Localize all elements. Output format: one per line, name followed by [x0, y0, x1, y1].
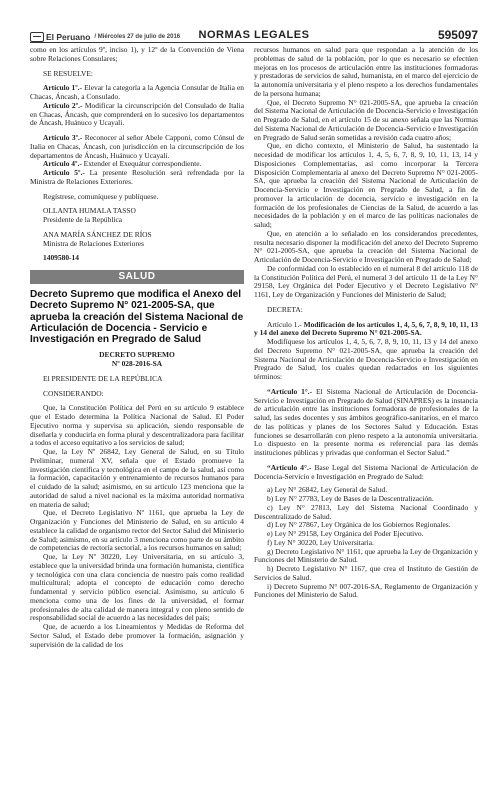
reference-number: 1409580-14	[43, 253, 79, 263]
section-banner: SALUD	[30, 270, 244, 284]
se-resuelve: SE RESUELVE:	[43, 68, 93, 78]
article-4: Artículo 4º.- Extender el Exequátur correspondiente.	[43, 159, 202, 169]
signatory-1-name: OLLANTA HUMALA TASSO	[43, 206, 136, 216]
quoted-article-1: “Artículo 1°.- El Sistema Nacional de Articulación de Docencia-Servicio e Investigación en Pregrado de Salud (SINAPRES) es la instancia de articulación entre las instituciones formadoras de profesionales de la salud, las sedes docentes y sus ámbitos geográfico-sanitarios, en el marco de las políticas y planes de los Sectores Salud y Educación. Estas funciones se desarrollarán con pleno respeto a la autonomía universitaria. Lo dispuesto en la presente norma es referencial para las demás instituciones públicas y privadas que conforman el Sector Salud.”	[254, 386, 478, 457]
right-column	[254, 46, 478, 600]
considerando: CONSIDERANDO:	[43, 388, 104, 398]
article-1-text: Modifíquese los artículos 1, 4, 5, 6, 7, 8, 9, 10, 11, 13 y 14 del anexo del Decreto Supremo N° 021-2005-SA, que aprueba la creación del Sistema Nacional de Articulación de Docencia-Servicio e Investigación en Pregrado de Salud, los cuales quedan redactados en los siguientes términos:	[254, 337, 478, 381]
article-1: Artículo 1º.- Elevar la categoría a la Agencia Consular de Italia en Chacas, Áncash, a Consulado.	[30, 83, 244, 101]
article-1-heading: Artículo 1.- Modificación de los artículos 1, 4, 5, 6, 7, 8, 9, 10, 11, 13 y 14 del anexo del Decreto Supremo N° 021-2005-SA.	[254, 319, 478, 338]
article-2: Artículo 2º.- Modificar la circunscripción del Consulado de Italia en Chacas, Áncash, que comprenderá en lo sucesivo los departamentos de Áncash, Huánuco y Ucayali.	[30, 100, 244, 128]
list-item: f) Ley N° 30220, Ley Universitaria.	[267, 537, 374, 547]
decreta: DECRETA:	[267, 304, 303, 314]
considerando-3: Que, el Decreto Legislativo Nº 1161, que aprueba la Ley de Organización y Funciones del Ministerio de Salud, en su artículo 4 establece la calidad de organismo rector del Sector Salud del Ministerio de Salud; asimismo, en su artículo 3 menciona como parte de su ámbito de competencias de rectoría sectorial, a los recursos humanos en salud;	[30, 508, 244, 553]
article-3: Artículo 3º.- Reconocer al señor Abele Capponi, como Cónsul de Italia en Chacas, Áncash, con jurisdicción en la circunscripción de los departamentos de Áncash, Huánuco y Ucayali.	[30, 133, 245, 160]
paragraph: como en los artículos 9º, inciso 1), y 12º de la Convención de Viena sobre Relaciones Consulares;	[30, 45, 244, 63]
paragraph: Que, en dicho contexto, el Ministerio de Salud, ha sustentado la necesidad de modificar los artículos 1, 4, 5, 6, 7, 8, 9, 10, 11, 13, 14 y Disposiciones Complementarias, así como incorporar la Tercera Disposición Complementaria al anexo del Decreto Supremo N° 021-2005-SA, que aprueba la creación del Sistema Nacional de Articulación de Docencia-Servicio e Investigación en Pregrado de Salud, a fin de promover la articulación de docencia, servicio e investigación en la formación de los profesionales de Ciencias de la Salud, de acuerdo a las necesidades de la población y en el marco de las políticas nacionales de salud;	[254, 141, 478, 229]
paragraph: Que, el Decreto Supremo N° 021-2005-SA, que aprueba la creación del Sistema Nacional de Articulación de Docencia-Servicio e Investigación en Pregrado de Salud, en el artículo 15 de su anexo señala que las Normas del Sistema Nacional de Articulación de Docencia-Servicio e Investigación en Pregrado de Salud serán sometidas a revisión cada cuatro años;	[254, 97, 478, 142]
considerando-5: Que, de acuerdo a los Lineamientos y Medidas de Reforma del Sector Salud, el Estado debe promover la formación, asignación y supervisión de la calidad de los	[30, 622, 244, 649]
decree-number: Nº 028-2016-SA	[111, 359, 163, 369]
signatory-2-role: Ministra de Relaciones Exteriores	[43, 238, 144, 248]
list-item: a) Ley N° 26842, Ley General de Salud.	[267, 485, 388, 495]
section-title: NORMAS LEGALES	[198, 29, 310, 41]
list-item: g) Decreto Legislativo N° 1161, que aprueba la Ley de Organización y Funciones del Ministerio de Salud.	[254, 546, 478, 565]
header-date: / Miércoles 27 de julio de 2016	[94, 34, 181, 40]
decree-title: Decreto Supremo que modifica el Anexo del Decreto Supremo N° 021-2005-SA, que aprueba la creación del Sistema Nacional de Articulación de Docencia - Servicio e Investigación en Pregrado de Salud	[30, 289, 244, 346]
paragraph: De conformidad con lo establecido en el numeral 8 del artículo 118 de la Constitución Política del Perú, el numeral 3 del artículo 11 de la Ley N° 29158, Ley Orgánica del Poder Ejecutivo y el Decreto Legislativo N° 1161, Ley de Organización y Funciones del Ministerio de Salud;	[254, 263, 478, 299]
list-item: e) Ley N° 29158, Ley Orgánica del Poder Ejecutivo.	[267, 529, 424, 538]
list-item: i) Decreto Supremo N° 007-2016-SA, Reglamento de Organización y Funciones del Ministerio de Salud.	[254, 581, 478, 600]
list-item: c) Ley N° 27813, Ley del Sistema Nacional Coordinado y Descentralizado de Salud.	[254, 502, 478, 521]
considerando-4: Que, la Ley Nº 30220, Ley Universitaria, en su artículo 3, establece que la universidad brinda una formación humanista, científica y tecnológica con una clara conciencia de nuestro país como realidad multicultural; adopta el concepto de educación como derecho fundamental y servicio público esencial. Asimismo, su artículo 6 menciona como una de los fines de la universidad, el formar profesionales de alta calidad de manera integral y con pleno sentido de responsabilidad social de acuerdo a las necesidades del país;	[30, 552, 244, 623]
signatory-1-role: Presidente de la República	[43, 215, 123, 224]
signatory-2-name: ANA MARÍA SÁNCHEZ DE RÍOS	[43, 229, 152, 239]
page-number: 595097	[437, 28, 478, 42]
considerando-2: Que, la Ley Nº 26842, Ley General de Salud, en su Título Preliminar, numeral XV, señala que el Estado promueve la investigación científica y tecnológica en el campo de la salud, así como la formación, capacitación y entrenamiento de recursos humanos para el cuidado de la salud; asimismo, en su artículo 123 menciona que la autoridad de salud a nivel nacional es la máxima autoridad normativa en materia de salud;	[30, 447, 244, 509]
page-header	[30, 28, 478, 43]
legal-base-list	[254, 486, 478, 600]
list-item: h) Decreto Legislativo N° 1167, que crea el Instituto de Gestión de Servicios de Salud.	[254, 564, 478, 582]
left-column	[30, 46, 244, 649]
presidente: El PRESIDENTE DE LA REPÚBLICA	[43, 373, 163, 383]
list-item: b) Ley N° 27783, Ley de Bases de la Descentralización.	[267, 494, 434, 503]
logo-text: El Peruano	[46, 32, 91, 42]
decree-label: DECRETO SUPREMO	[99, 350, 175, 360]
paragraph: recursos humanos en salud para que respondan a la atención de los problemas de salud de la población, por lo que es necesario se efectúen mejoras en los procesos de articulación entre las instituciones formadoras y prestadoras de servicios de salud, humanista, en el marco del ejercicio de la autonomía universitaria y el pleno respeto a los derechos fundamentales de la persona humana;	[254, 45, 478, 98]
article-5: Artículo 5º.- La presente Resolución será refrendada por la Ministra de Relaciones Exteriores.	[30, 168, 244, 186]
registrese: Regístrese, comuníquese y publíquese.	[43, 191, 159, 201]
list-item: d) Ley N° 27867, Ley Orgánica de los Gobiernos Regionales.	[267, 520, 451, 530]
considerando-1: Que, la Constitución Política del Perú en su artículo 9 establece que el Estado determina la Política Nacional de Salud. El Poder Ejecutivo norma y supervisa su aplicación, siendo responsable de diseñarla y conducirla en forma plural y descentralizadora para facilitar a todos el acceso equitativo a los servicios de salud;	[30, 403, 244, 448]
quoted-article-4: “Artículo 4°.- Base Legal del Sistema Nacional de Articulación de Docencia-Servicio e Investigación en Pregrado de Salud:	[254, 462, 479, 481]
paragraph: Que, en atención a lo señalado en los considerandos precedentes, resulta necesario disponer la modificación del anexo del Decreto Supremo N° 021-2005-SA, que aprueba la creación del Sistema Nacional de Articulación de Docencia-Servicio e Investigación en Pregrado de Salud;	[254, 228, 478, 264]
